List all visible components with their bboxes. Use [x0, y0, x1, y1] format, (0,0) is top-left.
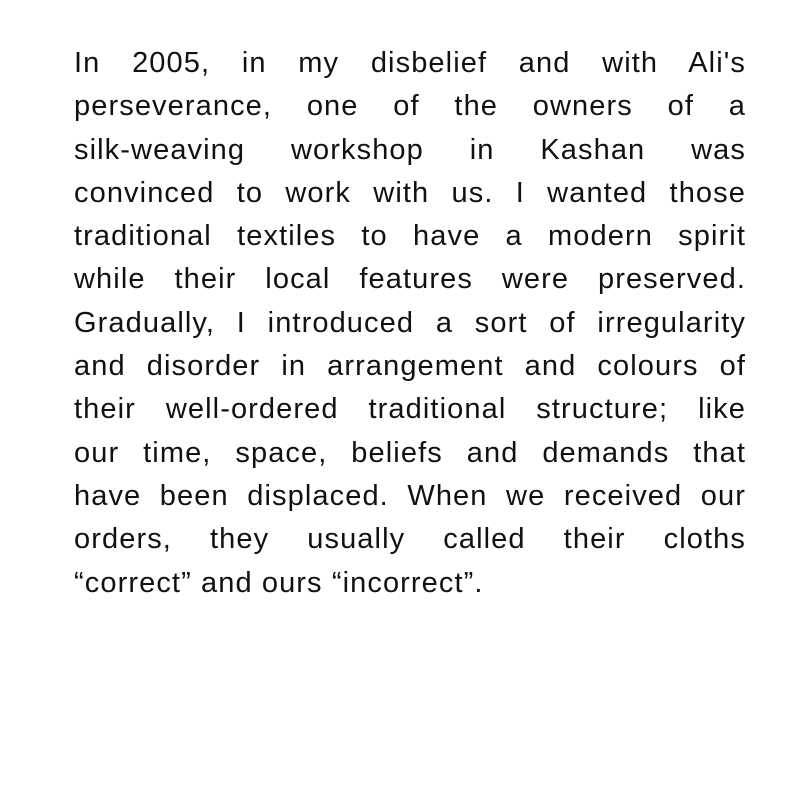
paragraph-line: silk-weaving workshop in Kashan was [74, 133, 746, 166]
paragraph-line: our time, space, beliefs and demands that [74, 436, 746, 469]
paragraph-line: their well-ordered traditional structure; like [74, 393, 746, 426]
paragraph-line: In 2005, in my disbelief and with Ali's [74, 47, 746, 79]
paragraph-line: convinced to work with us. I wanted those [74, 176, 746, 209]
paragraph-line: traditional textiles to have a modern spirit [74, 220, 746, 253]
paragraph-line: while their local features were preserved. [74, 263, 746, 296]
paragraph-line: Gradually, I introduced a sort of irregularity [74, 306, 746, 339]
paragraph-line: have been displaced. When we received our [74, 479, 746, 512]
paragraph-line: and disorder in arrangement and colours of [74, 350, 746, 383]
paragraph-line: orders, they usually called their cloths [74, 523, 746, 556]
body-paragraph [74, 42, 746, 605]
paragraph-line-last: “correct” and ours “incorrect”. [74, 566, 484, 599]
paragraph-line: perseverance, one of the owners of a [74, 90, 746, 123]
